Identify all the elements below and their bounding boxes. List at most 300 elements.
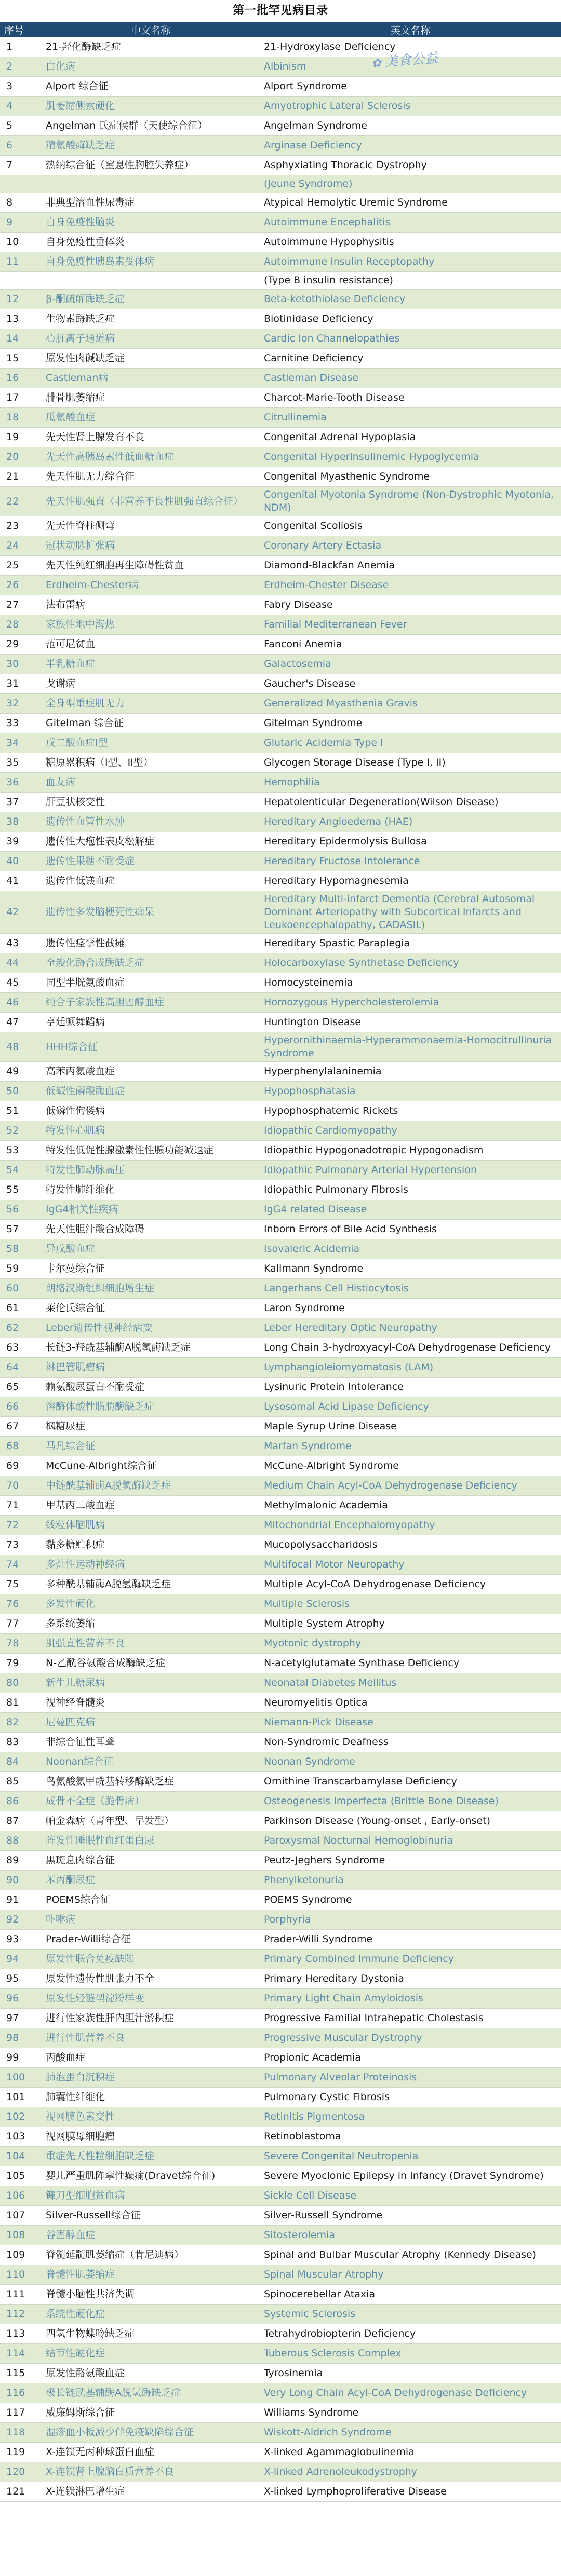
table-row [0,1614,561,1634]
table-row [0,1200,561,1220]
row-chinese-name: 枫糖尿症 [42,1417,260,1437]
table-row [0,973,561,993]
table-row [0,635,561,655]
row-number: 25 [0,556,42,576]
row-english-name: IgG4 related Disease [260,1200,561,1220]
row-english-name: Idiopathic Pulmonary Arterial Hypertension [260,1161,561,1180]
row-number: 45 [0,973,42,993]
row-number: 29 [0,635,42,655]
row-english-name: Phenylketonuria [260,1871,561,1890]
row-number: 63 [0,1338,42,1358]
row-number: 66 [0,1397,42,1417]
row-english-name: Idiopathic Cardiomyopathy [260,1121,561,1141]
row-english-name: Spinal and Bulbar Muscular Atrophy (Kennedy Disease) [260,2245,561,2265]
row-chinese-name: 线粒体脑肌病 [42,1516,260,1535]
row-chinese-name: McCune-Albright综合征 [42,1456,260,1476]
table-row [0,116,561,136]
table-row [0,1851,561,1871]
row-chinese-name: IgG4相关性疾病 [42,1200,260,1220]
row-english-name: (Jeune Syndrome) [260,175,561,193]
row-chinese-name: 非典型溶血性尿毒症 [42,193,260,213]
table-row [0,733,561,753]
table-row [0,349,561,369]
table-row [0,1358,561,1378]
table-row [0,753,561,773]
table-row [0,891,561,934]
table-row [0,953,561,973]
row-english-name: Multiple System Atrophy [260,1614,561,1634]
row-chinese-name: 结节性硬化症 [42,2344,260,2364]
row-chinese-name: 视网膜色素变性 [42,2107,260,2127]
table-row [0,2403,561,2423]
table-row [0,37,561,57]
table-row [0,1516,561,1535]
row-chinese-name: 糖原累积病（I型、II型） [42,753,260,773]
row-number: 27 [0,595,42,615]
row-english-name: Pulmonary Alveolar Proteinosis [260,2068,561,2088]
row-number: 119 [0,2443,42,2462]
row-english-name: Progressive Muscular Dystrophy [260,2028,561,2048]
table-row [0,1871,561,1890]
row-english-name: Hepatolenticular Degeneration(Wilson Disease) [260,793,561,812]
row-chinese-name: N-乙酰谷氨酸合成酶缺乏症 [42,1654,260,1673]
row-number: 104 [0,2147,42,2166]
row-english-name: Idiopathic Pulmonary Fibrosis [260,1180,561,1200]
row-number: 6 [0,136,42,156]
row-english-name: Charcot-Marie-Tooth Disease [260,388,561,408]
row-number: 47 [0,1013,42,1032]
row-number: 28 [0,615,42,635]
row-chinese-name: 原发性肉碱缺乏症 [42,349,260,369]
table-row [0,77,561,97]
row-number: 61 [0,1299,42,1318]
table-row [0,1910,561,1930]
row-chinese-name: 脊髓延髓肌萎缩症（肯尼迪病） [42,2245,260,2265]
row-english-name: Neonatal Diabetes Mellitus [260,1673,561,1693]
row-english-name: Idiopathic Hypogonadotropic Hypogonadism [260,1141,561,1161]
row-english-name: Marfan Syndrome [260,1437,561,1456]
row-number: 84 [0,1752,42,1772]
row-english-name: Glutaric Acidemia Type I [260,733,561,753]
row-number: 5 [0,116,42,136]
row-english-name: X-linked Agammaglobulinemia [260,2443,561,2462]
row-number: 48 [0,1032,42,1062]
row-number: 15 [0,349,42,369]
row-chinese-name: 肝豆状核变性 [42,793,260,812]
row-chinese-name: Leber遗传性视神经病变 [42,1318,260,1338]
row-english-name: Amyotrophic Lateral Sclerosis [260,97,561,116]
row-english-name: Gaucher's Disease [260,674,561,694]
row-chinese-name: 系统性硬化症 [42,2305,260,2324]
row-chinese-name: 异戊酸血症 [42,1239,260,1259]
row-number: 62 [0,1318,42,1338]
row-english-name: Lymphangioleiomyomatosis (LAM) [260,1358,561,1378]
row-english-name: Tyrosinemia [260,2364,561,2383]
row-english-name: Hypophosphatasia [260,1082,561,1101]
row-chinese-name: Castleman病 [42,369,260,388]
row-number: 75 [0,1575,42,1594]
row-english-name: 21-Hydroxylase Deficiency [260,37,561,57]
row-number: 49 [0,1062,42,1082]
row-chinese-name: 卡尔曼综合征 [42,1259,260,1279]
row-chinese-name: 婴儿严重肌阵挛性癫痫(Dravet综合征) [42,2166,260,2186]
row-number [0,272,42,290]
row-chinese-name: 高苯丙氨酸血症 [42,1062,260,1082]
table-row [0,556,561,576]
row-chinese-name: 进行性家族性肝内胆汁淤积症 [42,2009,260,2028]
row-chinese-name: 黑斑息肉综合征 [42,1851,260,1871]
row-english-name: Lysosomal Acid Lipase Deficiency [260,1397,561,1417]
row-number: 21 [0,467,42,487]
table-row [0,1950,561,1969]
row-english-name: Angelman Syndrome [260,116,561,136]
row-number: 81 [0,1693,42,1713]
row-english-name: Williams Syndrome [260,2403,561,2423]
row-english-name: Hereditary Spastic Paraplegia [260,934,561,953]
table-row [0,329,561,349]
table-row [0,773,561,793]
table-row [0,136,561,156]
table-row [0,2344,561,2364]
row-english-name: Gitelman Syndrome [260,714,561,733]
table-row [0,408,561,428]
table-row [0,2127,561,2147]
row-number: 82 [0,1713,42,1733]
row-chinese-name: 先天性肌无力综合征 [42,467,260,487]
table-row [0,615,561,635]
table-row [0,1713,561,1733]
row-chinese-name: 尼曼匹克病 [42,1713,260,1733]
row-chinese-name: 成骨不全症（脆骨病） [42,1792,260,1811]
table-row [0,2265,561,2285]
row-number: 20 [0,447,42,467]
table-row [0,832,561,852]
row-number: 72 [0,1516,42,1535]
row-number: 105 [0,2166,42,2186]
row-chinese-name: 湿疹血小板减少伴免疫缺陷综合征 [42,2423,260,2443]
row-number: 85 [0,1772,42,1792]
row-chinese-name: 鸟氨酸氨甲酰基转移酶缺乏症 [42,1772,260,1792]
table-row [0,233,561,252]
row-number: 8 [0,193,42,213]
row-number: 121 [0,2482,42,2502]
row-english-name: Homozygous Hypercholesterolemia [260,993,561,1013]
row-number: 4 [0,97,42,116]
table-row [0,2068,561,2088]
table-row [0,1772,561,1792]
row-english-name: Neuromyelitis Optica [260,1693,561,1713]
table-row [0,2166,561,2186]
table-row [0,1338,561,1358]
table-row [0,156,561,175]
row-english-name: Sickle Cell Disease [260,2186,561,2206]
row-chinese-name: 21-羟化酶缺乏症 [42,37,260,57]
table-row [0,2147,561,2166]
row-chinese-name: 先天性脊柱侧弯 [42,516,260,536]
row-number: 58 [0,1239,42,1259]
row-english-name: Glycogen Storage Disease (Type I, II) [260,753,561,773]
row-number: 18 [0,408,42,428]
row-chinese-name: 纯合子家族性高胆固醇血症 [42,993,260,1013]
row-chinese-name: 原发性遗传性肌张力不全 [42,1969,260,1989]
row-english-name: Beta-ketothiolase Deficiency [260,290,561,309]
row-english-name: Lysinuric Protein Intolerance [260,1378,561,1397]
rare-disease-table [0,22,561,2502]
row-chinese-name: 苯丙酮尿症 [42,1871,260,1890]
row-chinese-name: 家族性地中海热 [42,615,260,635]
table-row [0,388,561,408]
row-chinese-name: 遗传性大疱性表皮松解症 [42,832,260,852]
row-chinese-name: 瓜氨酸血症 [42,408,260,428]
row-number: 44 [0,953,42,973]
table-row [0,1161,561,1180]
table-row [0,1417,561,1437]
table-row [0,576,561,595]
table-row [0,2482,561,2502]
row-number: 110 [0,2265,42,2285]
table-row [0,1733,561,1752]
row-chinese-name: 先天性高胰岛素性低血糖血症 [42,447,260,467]
row-chinese-name: 特发性肺纤维化 [42,1180,260,1200]
table-row [0,487,561,516]
row-chinese-name: 卟啉病 [42,1910,260,1930]
row-chinese-name: 原发性轻链型淀粉样变 [42,1989,260,2009]
row-chinese-name: Prader-Willi综合征 [42,1930,260,1950]
row-chinese-name: 脊髓性肌萎缩症 [42,2265,260,2285]
row-chinese-name: 谷固醇血症 [42,2226,260,2245]
row-english-name: Hyperphenylalaninemia [260,1062,561,1082]
table-row [0,467,561,487]
row-number: 87 [0,1811,42,1831]
row-number: 76 [0,1594,42,1614]
row-english-name: Homocysteinemia [260,973,561,993]
row-english-name: Systemic Sclerosis [260,2305,561,2324]
row-number: 22 [0,487,42,516]
table-row [0,1989,561,2009]
row-chinese-name: 范可尼贫血 [42,635,260,655]
table-row [0,871,561,891]
table-row [0,993,561,1013]
table-row [0,1032,561,1062]
row-number: 64 [0,1358,42,1378]
row-english-name: Familial Mediterranean Fever [260,615,561,635]
row-english-name: Myotonic dystrophy [260,1634,561,1654]
row-english-name: Non-Syndromic Deafness [260,1733,561,1752]
table-row [0,1220,561,1239]
row-number: 89 [0,1851,42,1871]
table-row [0,2048,561,2068]
row-number: 40 [0,852,42,871]
row-chinese-name: 多灶性运动神经病 [42,1555,260,1575]
row-number: 31 [0,674,42,694]
row-english-name: Medium Chain Acyl-CoA Dehydrogenase Deficiency [260,1476,561,1496]
row-english-name: Congenital Hyperinsulinemic Hypoglycemia [260,447,561,467]
row-chinese-name: 血友病 [42,773,260,793]
row-english-name: Huntington Disease [260,1013,561,1032]
row-english-name: Holocarboxylase Synthetase Deficiency [260,953,561,973]
table-row [0,2305,561,2324]
row-number: 93 [0,1930,42,1950]
row-english-name: Porphyria [260,1910,561,1930]
row-number: 111 [0,2285,42,2305]
row-chinese-name: 生物素酶缺乏症 [42,309,260,329]
row-chinese-name: 威廉姆斯综合征 [42,2403,260,2423]
row-english-name: Arginase Deficiency [260,136,561,156]
row-chinese-name: Noonan综合征 [42,1752,260,1772]
row-english-name: Galactosemia [260,655,561,674]
table-row [0,2324,561,2344]
row-chinese-name: 朗格汉斯组织细胞增生症 [42,1279,260,1299]
row-chinese-name: 先天性胆汁酸合成障碍 [42,1220,260,1239]
row-english-name: Castleman Disease [260,369,561,388]
table-row [0,428,561,447]
row-english-name: Ornithine Transcarbamylase Deficiency [260,1772,561,1792]
row-chinese-name: 肺泡蛋白沉积症 [42,2068,260,2088]
table-row [0,57,561,77]
row-english-name: Fanconi Anemia [260,635,561,655]
row-number: 55 [0,1180,42,1200]
row-english-name: Mitochondrial Encephalomyopathy [260,1516,561,1535]
row-number: 30 [0,655,42,674]
row-chinese-name: 阵发性睡眠性血红蛋白尿 [42,1831,260,1851]
column-header-english: 英文名称 [260,22,561,37]
row-chinese-name: Silver-Russell综合征 [42,2206,260,2226]
row-english-name: Congenital Myotonia Syndrome (Non-Dystrophic Myotonia, NDM) [260,487,561,516]
row-english-name: Laron Syndrome [260,1299,561,1318]
row-number: 95 [0,1969,42,1989]
row-english-name: Hemophilia [260,773,561,793]
row-english-name: Long Chain 3-hydroxyacyl-CoA Dehydrogenase Deficiency [260,1338,561,1358]
table-row [0,595,561,615]
table-row [0,1180,561,1200]
table-row [0,1752,561,1772]
column-header-number: 序号 [0,22,42,37]
watermark-text: 美食公益 [383,50,439,70]
row-english-name: Osteogenesis Imperfecta (Brittle Bone Disease) [260,1792,561,1811]
row-english-name: Retinitis Pigmentosa [260,2107,561,2127]
row-chinese-name: X-连锁淋巴增生症 [42,2482,260,2502]
row-number: 100 [0,2068,42,2088]
row-english-name: Multiple Sclerosis [260,1594,561,1614]
table-row [0,536,561,556]
row-english-name: Isovaleric Acidemia [260,1239,561,1259]
row-english-name: Peutz-Jeghers Syndrome [260,1851,561,1871]
row-english-name: Propionic Academia [260,2048,561,2068]
table-row [0,1318,561,1338]
row-english-name: McCune-Albright Syndrome [260,1456,561,1476]
row-english-name: Severe Congenital Neutropenia [260,2147,561,2166]
row-english-name: Carnitine Deficiency [260,349,561,369]
row-chinese-name: 全羧化酶合成酶缺乏症 [42,953,260,973]
table-row [0,1397,561,1417]
row-chinese-name: 原发性联合免疫缺陷 [42,1950,260,1969]
row-english-name: Hereditary Multi-infarct Dementia (Cerebral Autosomal Dominant Arteriopathy with Subcortical Infarcts and Leukoencephalopathy, CADASIL) [260,891,561,934]
row-chinese-name [42,272,260,290]
table-row [0,2245,561,2265]
row-english-name: N-acetylglutamate Synthase Deficiency [260,1654,561,1673]
row-chinese-name: 特发性肺动脉高压 [42,1161,260,1180]
row-english-name: Hereditary Fructose Intolerance [260,852,561,871]
table-row [0,1437,561,1456]
row-number: 80 [0,1673,42,1693]
row-english-name: Progressive Familial Intrahepatic Cholestasis [260,2009,561,2028]
row-english-name: Hereditary Angioedema (HAE) [260,812,561,832]
row-chinese-name: Erdheim-Chester病 [42,576,260,595]
row-chinese-name: 视网膜母细胞瘤 [42,2127,260,2147]
row-number: 83 [0,1733,42,1752]
row-english-name: Hereditary Hypomagnesemia [260,871,561,891]
row-chinese-name: 特发性低促性腺激素性性腺功能减退症 [42,1141,260,1161]
row-number: 1 [0,37,42,57]
row-english-name: X-linked Lymphoproliferative Disease [260,2482,561,2502]
table-row [0,1555,561,1575]
row-english-name: Primary Light Chain Amyloidosis [260,1989,561,2009]
row-chinese-name: 甲基丙二酸血症 [42,1496,260,1516]
row-number: 17 [0,388,42,408]
row-number: 36 [0,773,42,793]
row-number: 86 [0,1792,42,1811]
row-chinese-name: 进行性肌营养不良 [42,2028,260,2048]
table-row [0,1299,561,1318]
row-english-name: X-linked Adrenoleukodystrophy [260,2462,561,2482]
row-number: 79 [0,1654,42,1673]
table-row [0,1831,561,1851]
row-english-name: Tetrahydrobiopterin Deficiency [260,2324,561,2344]
row-number: 46 [0,993,42,1013]
row-chinese-name: 四氢生物蝶呤缺乏症 [42,2324,260,2344]
row-english-name: Multiple Acyl-CoA Dehydrogenase Deficiency [260,1575,561,1594]
row-chinese-name: 半乳糖血症 [42,655,260,674]
table-row [0,1890,561,1910]
row-english-name: Primary Combined Immune Deficiency [260,1950,561,1969]
row-chinese-name: 先天性纯红细胞再生障碍性贫血 [42,556,260,576]
table-row [0,1141,561,1161]
row-english-name: Wiskott-Aldrich Syndrome [260,2423,561,2443]
row-chinese-name: POEMS综合征 [42,1890,260,1910]
table-row [0,2364,561,2383]
row-number: 53 [0,1141,42,1161]
row-chinese-name: 自身免疫性胰岛素受体病 [42,252,260,272]
row-number: 90 [0,1871,42,1890]
table-row [0,1378,561,1397]
table-row [0,516,561,536]
row-number: 94 [0,1950,42,1969]
row-english-name: Retinoblastoma [260,2127,561,2147]
table-row [0,369,561,388]
table-row [0,290,561,309]
row-number: 57 [0,1220,42,1239]
table-row [0,934,561,953]
row-english-name: Parkinson Disease (Young-onset , Early-onset) [260,1811,561,1831]
row-number: 116 [0,2383,42,2403]
row-english-name: Fabry Disease [260,595,561,615]
row-english-name: Multifocal Motor Neuropathy [260,1555,561,1575]
table-row [0,1969,561,1989]
table-row [0,714,561,733]
row-chinese-name: 马凡综合征 [42,1437,260,1456]
row-number: 91 [0,1890,42,1910]
row-chinese-name: 多发性硬化 [42,1594,260,1614]
table-row [0,1279,561,1299]
row-english-name: Hereditary Epidermolysis Bullosa [260,832,561,852]
row-number: 23 [0,516,42,536]
table-row [0,793,561,812]
row-chinese-name: 遗传性低镁血症 [42,871,260,891]
table-row [0,1062,561,1082]
table-row [0,1594,561,1614]
row-english-name: Langerhans Cell Histiocytosis [260,1279,561,1299]
row-number: 97 [0,2009,42,2028]
